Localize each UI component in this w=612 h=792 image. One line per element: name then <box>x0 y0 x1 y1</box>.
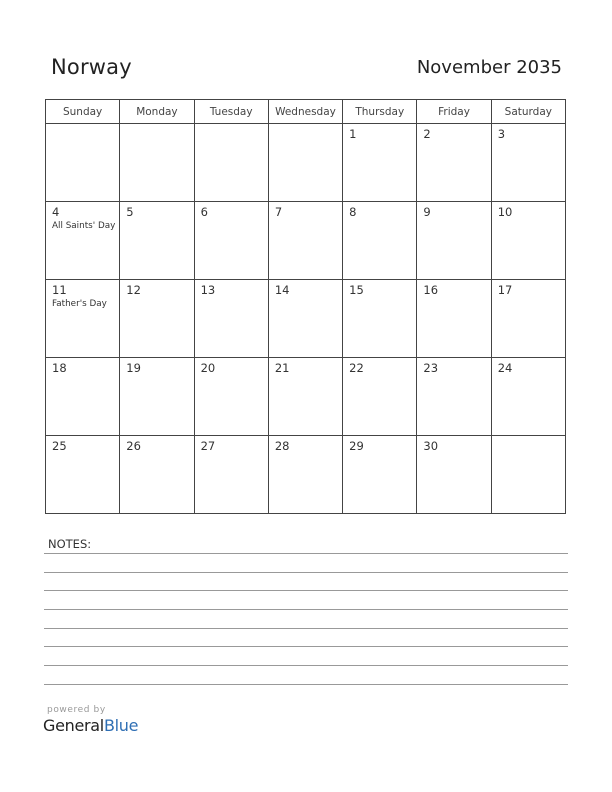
day-number: 24 <box>497 361 513 375</box>
weekday-header: Thursday <box>343 100 417 124</box>
day-number: 11 <box>52 283 67 297</box>
holiday-label: Father's Day <box>52 299 107 309</box>
day-number: 1 <box>349 127 357 141</box>
day-cell <box>343 436 417 514</box>
day-number: 19 <box>126 361 141 375</box>
day-number: 5 <box>126 205 134 219</box>
day-number: 20 <box>200 361 216 375</box>
day-cell <box>194 436 268 514</box>
weekday-header-row <box>46 100 566 124</box>
day-cell <box>417 436 491 514</box>
day-number: 29 <box>349 439 364 453</box>
note-line <box>44 628 568 629</box>
day-number: 14 <box>274 283 290 297</box>
day-number: 13 <box>200 283 216 297</box>
day-number: 30 <box>423 439 439 453</box>
day-cell <box>120 436 194 514</box>
powered-by-text: powered by <box>47 705 106 715</box>
week-row <box>46 124 566 202</box>
note-line <box>44 553 568 554</box>
week-row <box>46 280 566 358</box>
day-number: 8 <box>349 205 357 219</box>
day-number: 22 <box>349 361 364 375</box>
note-line <box>44 646 568 647</box>
day-number: 15 <box>349 283 364 297</box>
note-line <box>44 684 568 685</box>
day-number: 9 <box>423 205 431 219</box>
brand-logo-general: General <box>43 716 104 735</box>
day-number: 3 <box>497 127 506 141</box>
day-number: 12 <box>126 283 141 297</box>
day-cell <box>268 280 342 358</box>
day-cell <box>491 124 565 202</box>
week-row <box>46 202 566 280</box>
month-year-title: November 2035 <box>416 57 562 78</box>
day-cell <box>46 280 120 358</box>
day-number: 28 <box>274 439 290 453</box>
day-cell <box>343 358 417 436</box>
day-number: 7 <box>274 205 283 219</box>
day-cell <box>491 436 565 514</box>
day-cell <box>120 358 194 436</box>
day-cell <box>194 358 268 436</box>
day-number: 23 <box>423 361 439 375</box>
day-cell <box>120 202 194 280</box>
day-cell <box>343 124 417 202</box>
country-title: Norway <box>51 55 132 79</box>
day-cell <box>268 202 342 280</box>
day-cell <box>194 124 268 202</box>
day-number: 18 <box>52 361 67 375</box>
day-number: 17 <box>497 283 513 297</box>
day-cell <box>46 124 120 202</box>
day-cell <box>194 280 268 358</box>
day-number: 27 <box>200 439 216 453</box>
day-cell <box>343 280 417 358</box>
day-cell <box>491 358 565 436</box>
day-cell <box>46 358 120 436</box>
weekday-header: Tuesday <box>194 100 268 124</box>
weekday-header: Friday <box>417 100 491 124</box>
day-number: 16 <box>423 283 439 297</box>
day-number: 2 <box>423 127 431 141</box>
day-number: 25 <box>52 439 67 453</box>
day-number: 4 <box>52 205 60 219</box>
day-number: 6 <box>200 205 208 219</box>
week-row <box>46 358 566 436</box>
day-number: 21 <box>274 361 290 375</box>
weekday-header: Monday <box>120 100 194 124</box>
day-cell <box>417 358 491 436</box>
day-cell <box>343 202 417 280</box>
weekday-header: Sunday <box>46 100 120 124</box>
day-cell <box>46 202 120 280</box>
day-cell <box>417 202 491 280</box>
weekday-header: Wednesday <box>268 100 342 124</box>
day-cell <box>46 436 120 514</box>
notes-label: NOTES: <box>48 537 92 551</box>
day-cell <box>120 124 194 202</box>
day-cell <box>268 358 342 436</box>
day-cell <box>417 124 491 202</box>
day-cell <box>268 436 342 514</box>
note-line <box>44 572 568 573</box>
day-cell <box>491 202 565 280</box>
note-line <box>44 665 568 666</box>
note-line <box>44 609 568 610</box>
day-number: 10 <box>497 205 513 219</box>
day-cell <box>120 280 194 358</box>
day-cell <box>491 280 565 358</box>
weekday-header: Saturday <box>491 100 565 124</box>
brand-logo <box>43 716 138 735</box>
note-line <box>44 590 568 591</box>
day-cell <box>417 280 491 358</box>
day-cell <box>268 124 342 202</box>
holiday-label: All Saints' Day <box>52 221 116 231</box>
brand-logo-blue: Blue <box>103 716 139 735</box>
week-row <box>46 436 566 514</box>
day-cell <box>194 202 268 280</box>
day-number: 26 <box>126 439 141 453</box>
calendar-grid <box>45 99 566 514</box>
